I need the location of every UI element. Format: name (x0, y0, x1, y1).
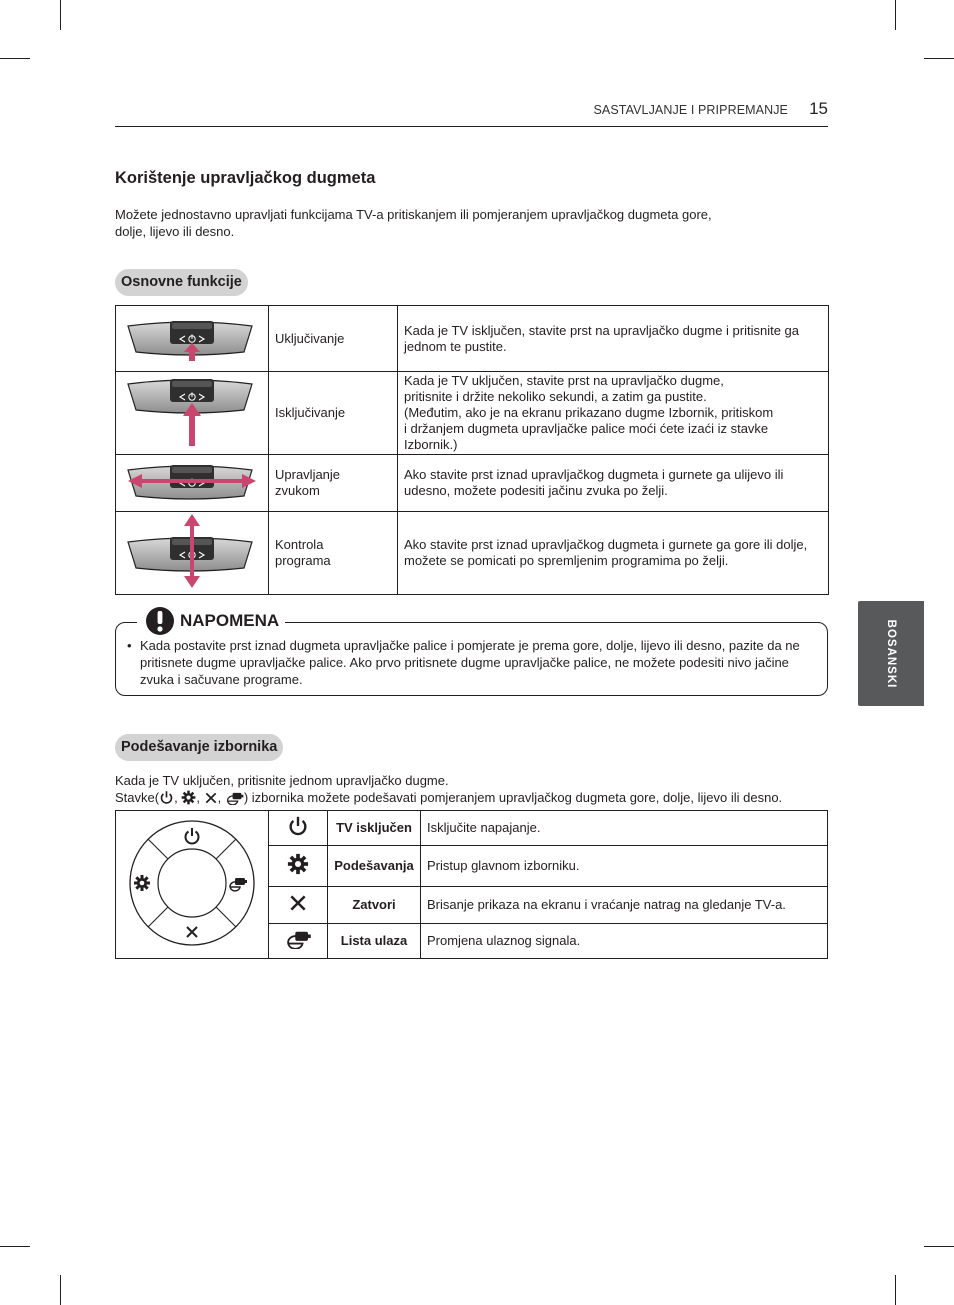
section-title: Korištenje upravljačkog dugmeta (115, 169, 376, 187)
menu-item-name: Lista ulaza (328, 924, 421, 959)
joystick-left-right-icon (116, 455, 269, 512)
description-line: i držanjem dugmeta upravljačke palice moći ćete izaći iz stavke (404, 421, 769, 436)
power-icon (159, 790, 174, 805)
language-tab (858, 601, 924, 706)
joystick-press-icon (116, 306, 269, 372)
input-icon (269, 924, 328, 959)
language-tab-label: BOSANSKI (885, 619, 897, 688)
function-description: Ako stavite prst iznad upravljačkog dugmeta i gurnete ga ulijevo ili udesno, možete podesiti jačinu zvuka po želji. (398, 455, 829, 512)
menu-item-description: Isključite napajanje. (421, 811, 828, 846)
table-row (116, 811, 828, 846)
separator: , (217, 790, 222, 805)
function-name: Uključivanje (269, 306, 398, 372)
joystick-menu-diagram (116, 811, 269, 959)
note-header (137, 604, 285, 638)
menu-item-description: Pristup glavnom izborniku. (421, 846, 828, 887)
menu-item-name: Podešavanja (328, 846, 421, 887)
exclamation-icon (145, 606, 175, 636)
intro-line: dolje, lijevo ili desno. (115, 224, 235, 239)
gear-icon (181, 790, 196, 805)
note-item (127, 637, 817, 688)
separator: , (174, 790, 178, 805)
menu-intro-text: Stavke( (115, 790, 160, 805)
power-icon (269, 811, 328, 846)
function-name (269, 512, 398, 595)
table-row (116, 455, 829, 512)
description-line: Kada je TV uključen, stavite prst na upravljačko dugme, (404, 373, 724, 388)
table-row (116, 372, 829, 455)
function-name-line: programa (275, 553, 331, 568)
input-icon (225, 791, 244, 805)
bullet: • (127, 638, 132, 653)
function-description (398, 372, 829, 455)
function-description: Ako stavite prst iznad upravljačkog dugmeta i gurnete ga gore ili dolje, možete se pomicati po spremljenim programima po želji. (398, 512, 829, 595)
table-row (116, 512, 829, 595)
menu-item-description: Promjena ulaznog signala. (421, 924, 828, 959)
crop-mark (60, 1275, 61, 1305)
function-description: Kada je TV isključen, stavite prst na upravljačko dugme i pritisnite ga jednom te pustite. (398, 306, 829, 372)
menu-intro-line: Kada je TV uključen, pritisnite jednom upravljačko dugme. (115, 773, 449, 788)
function-name-line: Upravljanje (275, 467, 341, 482)
function-name (269, 455, 398, 512)
crop-mark (60, 0, 61, 30)
intro-paragraph (115, 206, 712, 240)
joystick-up-down-icon (116, 512, 269, 595)
crop-mark (0, 1246, 30, 1247)
description-line: pritisnite i držite nekoliko sekundi, a zatim ga pustite. (404, 389, 707, 404)
basic-functions-table (115, 305, 829, 595)
page-number: 15 (809, 99, 828, 118)
description-line: (Međutim, ako je na ekranu prikazano dugme Izbornik, pritiskom (404, 405, 774, 420)
crop-mark (895, 1275, 896, 1305)
function-name: Isključivanje (269, 372, 398, 455)
header-section-title: SASTAVLJANJE I PRIPREMANJE (593, 103, 788, 117)
gear-icon (269, 846, 328, 887)
subheading-basic-functions: Osnovne funkcije (115, 269, 248, 296)
crop-mark (0, 58, 30, 59)
menu-items-table (115, 810, 828, 959)
menu-intro-text: ) izbornika možete podešavati pomjeranjem upravljačkog dugmeta gore, dolje, lijevo ili desno. (243, 790, 783, 805)
close-icon (269, 887, 328, 924)
note-text: Kada postavite prst iznad dugmeta upravljačke palice i pomjerate je prema gore, dolje, lijevo ili desno, pazite da ne pritisnete dugme upravljačke palice. Ako prvo pritisnete dugme upravljačke palice, ne možete podesiti nivo jačine zvuka i sačuvane programe. (140, 638, 800, 687)
subheading-menu-settings: Podešavanje izbornika (115, 734, 283, 761)
menu-item-name: Zatvori (328, 887, 421, 924)
joystick-hold-icon (116, 372, 269, 455)
function-name-line: Kontrola (275, 537, 324, 552)
note-title: NAPOMENA (180, 611, 280, 630)
separator: , (196, 790, 200, 805)
crop-mark (895, 0, 896, 30)
description-line: Izbornik.) (404, 437, 458, 452)
menu-item-name: TV isključen (328, 811, 421, 846)
menu-wheel-icon (122, 815, 262, 951)
function-name-line: zvukom (275, 483, 320, 498)
menu-item-description: Brisanje prikaza na ekranu i vraćanje natrag na gledanje TV-a. (421, 887, 828, 924)
intro-line: Možete jednostavno upravljati funkcijama TV-a pritiskanjem ili pomjeranjem upravljačkog dugmeta gore, (115, 207, 712, 222)
page-header (115, 100, 828, 127)
table-row (116, 306, 829, 372)
close-icon (204, 791, 218, 805)
crop-mark (924, 1246, 954, 1247)
crop-mark (924, 58, 954, 59)
menu-intro (115, 772, 782, 806)
